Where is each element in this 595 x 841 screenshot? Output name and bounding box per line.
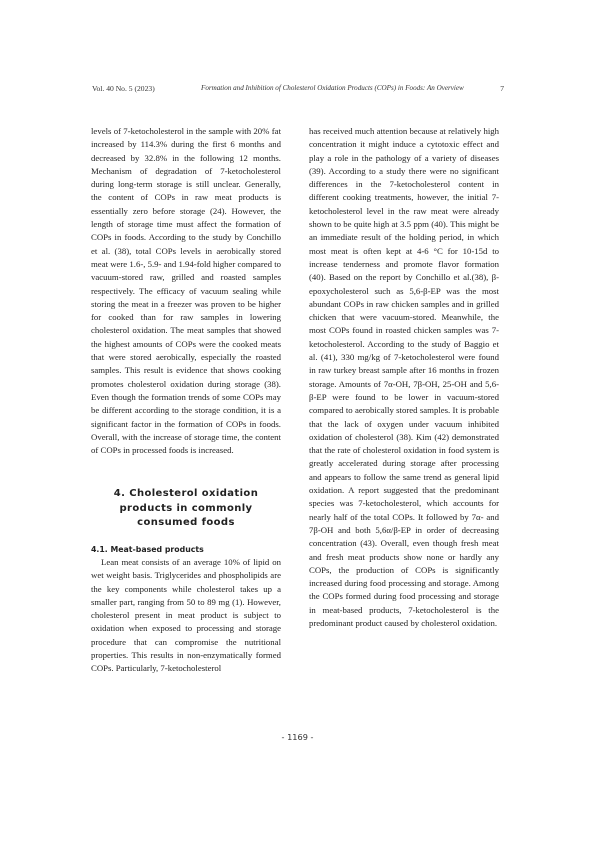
running-title: Formation and Inhibition of Cholesterol Oxidation Products (COPs) in Foods: An Overview bbox=[201, 84, 464, 92]
body-paragraph: Lean meat consists of an average 10% of lipid on wet weight basis. Triglycerides and phospholipids are the key components while cholesterol takes up a smaller part, ranging from 50 to 89 mg (1). However, cholesterol present in meat product is subject to oxidation when exposed to processing and storage procedure that can compromise the nutritional properties. This results in non-enzymatically formed COPs. Particularly, 7-ketocholesterol bbox=[91, 556, 281, 674]
journal-volume: Vol. 40 No. 5 (2023) bbox=[92, 84, 155, 93]
header-page-number: 7 bbox=[500, 84, 504, 93]
right-column bbox=[309, 125, 499, 630]
subsection-title: 4.1. Meat-based products bbox=[91, 544, 204, 554]
page-footer-number: - 1169 - bbox=[281, 732, 314, 742]
body-paragraph: has received much attention because at relatively high concentration it might induce a cytotoxic effect and play a role in the pathology of a variety of diseases (39). According to a study there were no significant differences in the 7-ketocholesterol content in different cooking treatments, however, the initial 7-ketocholesterol level in the raw meat were already shown to be quite high at 3.5 ppm (40). This might be an immediate result of the holding period, in which most meat is often kept at 4-6 °C for 10-15d to increase tenderness and promote flavor formation (40). Based on the report by Conchillo et al.(38), β-epoxycholesterol such as 5,6-β-EP was the most abundant COPs in raw chicken samples and in grilled chicken that were vacuum-stored. Meanwhile, the most COPs found in roasted chicken samples was 7-ketocholesterol. According to the study of Baggio et al. (41), 330 mg/kg of 7-ketocholesterol were found in raw turkey breast sample after 16 months in frozen storage. Amounts of 7α-OH, 7β-OH, 25-OH and 5,6-β-EP were found to be lower in vacuum-stored compared to aerobically stored samples. It is probable that the lack of oxygen under vacuum inhibited oxidation of cholesterol (38). Kim (42) demonstrated that the rate of cholesterol oxidation in food system is greatly accelerated during storage after processing and appears to follow the same trend as general lipid oxidation. A report suggested that the predominant species was 7-ketocholesterol, which accounts for nearly half of the total COPs. It followed by 7α- and 7β-OH and both 5,6α/β-EP in order of decreasing concentration (43). Overall, even though fresh meat and fresh meat products show none or hardly any COPs, the production of COPs is significantly increased during food processing and storage. Among the COPs formed during food processing and storage in meat-based products, 7-ketocholesterol is the predominant product caused by cholesterol oxidation. bbox=[309, 126, 499, 628]
body-paragraph: levels of 7-ketocholesterol in the sample with 20% fat increased by 114.3% during the first 6 months and decreased by 32.8% in the following 12 months. Mechanism of degradation of 7-ketocholesterol during long-term storage is still unclear. Generally, the content of COPs in raw meat products is essentially zero before storage (24). However, the length of storage time must affect the formation of COPs in foods. According to the study by Conchillo et al. (38), total COPs levels in aerobically stored meat were 1.6-, 5.9- and 1.94-fold higher compared to vacuum-stored raw, grilled and roasted samples respectively. The efficacy of vacuum sealing while storing the meat in a freezer was proven to be higher for cooked than for raw samples in lowering cholesterol oxidation. The meat samples that showed the highest amounts of COPs were the cooked meats that were stored aerobically, especially the roasted samples. This result is evidence that shows cooking promotes cholesterol oxidation during storage (38). Even though the formation trends of some COPs may be different according to the storage condition, it is a significant factor in the formation of COPs in foods. Overall, with the increase of storage time, the content of COPs in processed foods is increased. bbox=[91, 126, 282, 456]
left-column bbox=[91, 125, 281, 676]
section-title: 4. Cholesterol oxidation products in commonly consumed foods bbox=[113, 488, 259, 529]
running-header bbox=[92, 84, 504, 96]
